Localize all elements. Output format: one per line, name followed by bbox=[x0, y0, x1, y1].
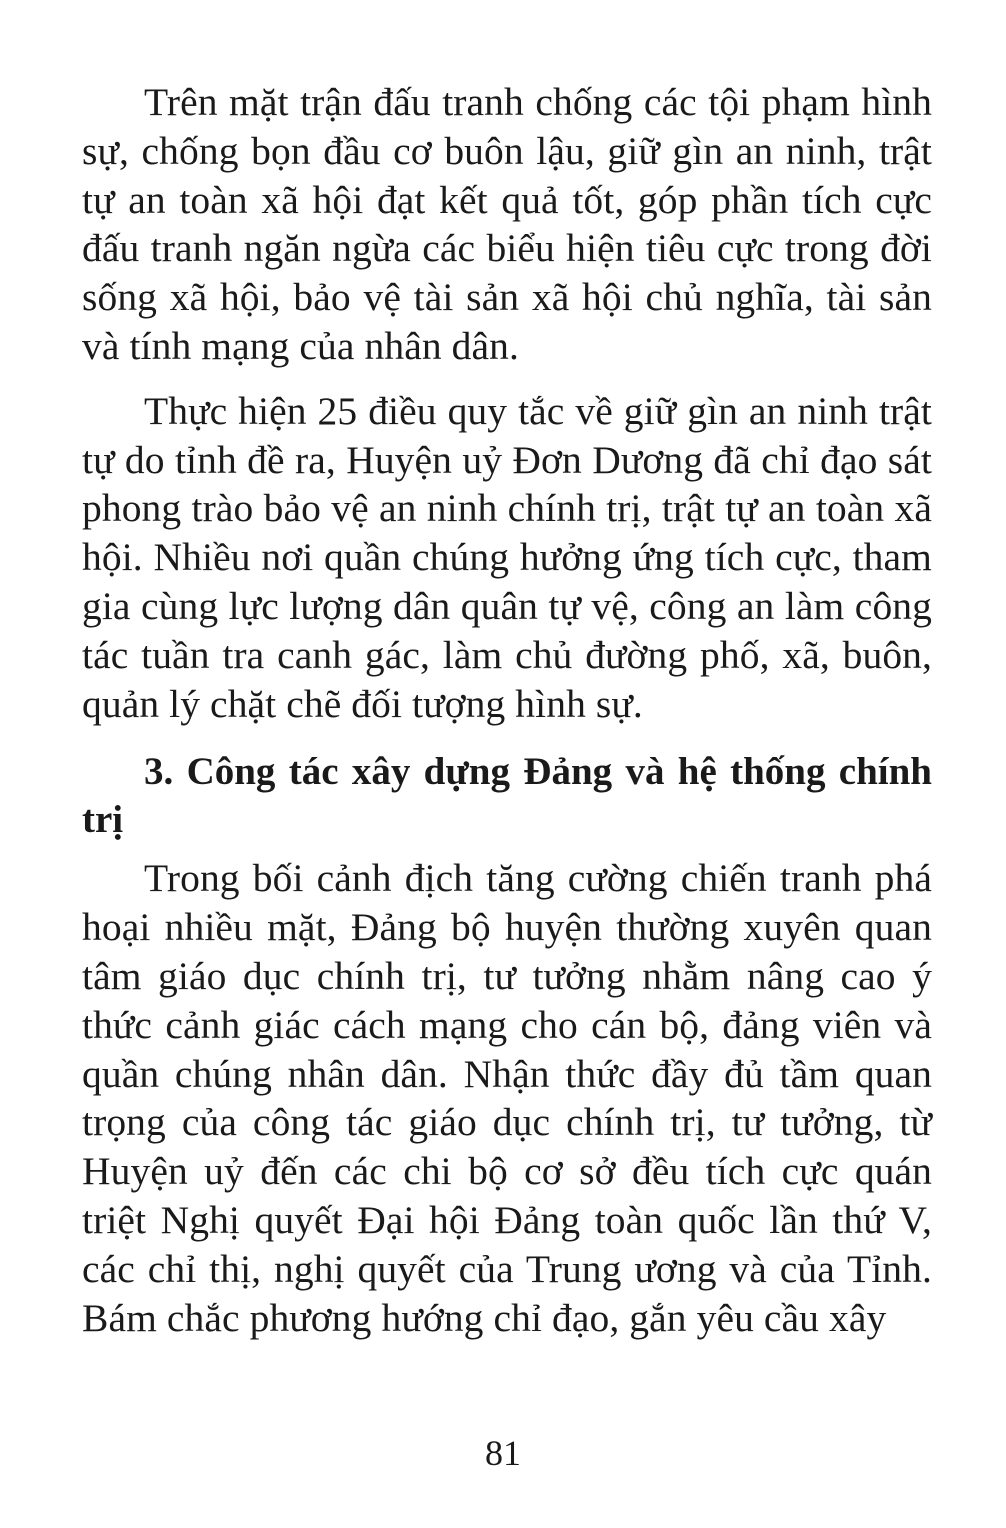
paragraph-security-rules: Thực hiện 25 điều quy tắc về giữ gìn an ninh trật tự do tỉnh đề ra, Huyện uỷ Đơn Dương đã chỉ đạo sát phong trào bảo vệ an ninh chính trị, trật tự an toàn xã hội. Nhiều nơi quần chúng hưởng ứng tích cực, tham gia cùng lực lượng dân quân tự vệ, công an làm công tác tuần tra canh gác, làm chủ đường phố, xã, buôn, quản lý chặt chẽ đối tượng hình sự. bbox=[82, 388, 932, 726]
page-number: 81 bbox=[485, 1433, 521, 1473]
section-heading: 3. Công tác xây dựng Đảng và hệ thống chính trị bbox=[82, 750, 932, 842]
page-body bbox=[82, 78, 932, 1342]
paragraph-party-building: Trong bối cảnh địch tăng cường chiến tranh phá hoại nhiều mặt, Đảng bộ huyện thường xuyên quan tâm giáo dục chính trị, tư tưởng nhằm nâng cao ý thức cảnh giác cách mạng cho cán bộ, đảng viên và quần chúng nhân dân. Nhận thức đầy đủ tầm quan trọng của công tác giáo dục chính trị, tư tưởng, từ Huyện uỷ đến các chi bộ cơ sở đều tích cực quán triệt Nghị quyết Đại hội Đảng toàn quốc lần thứ V, các chỉ thị, nghị quyết của Trung ương và của Tỉnh. Bám chắc phương hướng chỉ đạo, gắn yêu cầu xây bbox=[82, 856, 932, 1340]
paragraph-crime-prevention: Trên mặt trận đấu tranh chống các tội phạm hình sự, chống bọn đầu cơ buôn lậu, giữ gìn an ninh, trật tự an toàn xã hội đạt kết quả tốt, góp phần tích cực đấu tranh ngăn ngừa các biểu hiện tiêu cực trong đời sống xã hội, bảo vệ tài sản xã hội chủ nghĩa, tài sản và tính mạng của nhân dân. bbox=[82, 80, 932, 368]
